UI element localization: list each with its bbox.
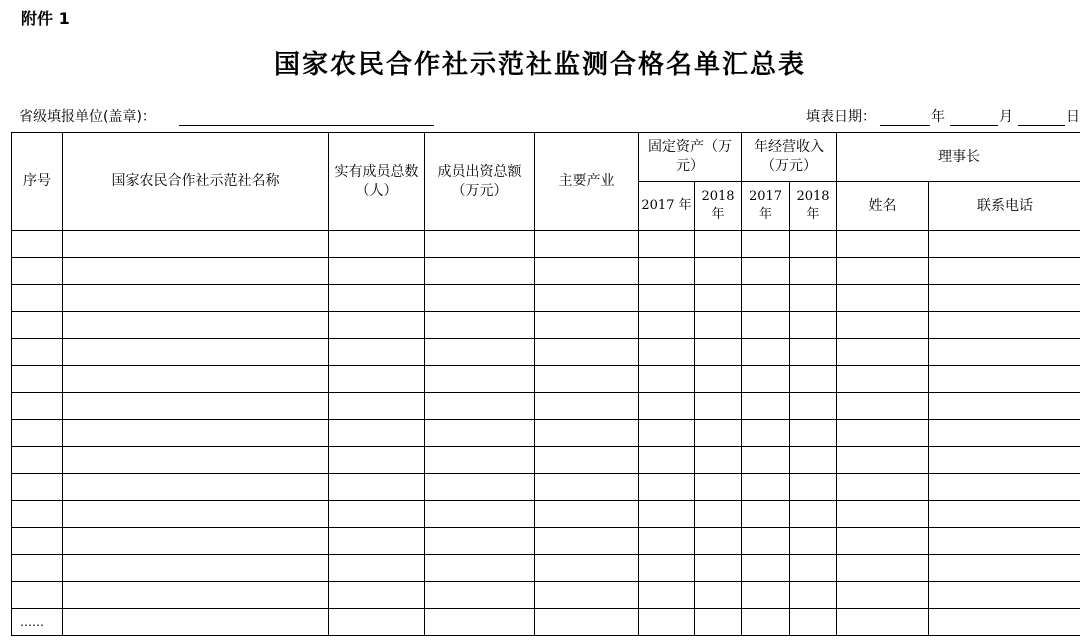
table-cell[interactable] [790,420,837,447]
table-cell[interactable] [695,555,742,582]
table-cell[interactable] [12,285,63,312]
table-cell[interactable] [742,447,790,474]
header-revenue: 年经营收入（万元） [742,133,837,182]
table-cell[interactable] [929,366,1080,393]
table-cell[interactable] [790,393,837,420]
table-cell[interactable] [790,582,837,609]
date-label: 填表日期： [806,109,876,125]
table-cell[interactable] [639,258,695,285]
table-cell[interactable] [63,555,329,582]
table-cell[interactable] [63,312,329,339]
table-cell[interactable] [695,582,742,609]
table-cell[interactable] [535,420,639,447]
page-title: 国家农民合作社示范社监测合格名单汇总表 [273,50,806,80]
table-row [12,474,1080,501]
table-cell[interactable] [639,339,695,366]
table-cell[interactable] [742,474,790,501]
header-fixed-assets: 固定资产（万元） [639,133,742,182]
table-cell[interactable] [63,339,329,366]
table-cell[interactable] [695,420,742,447]
unit-blank[interactable] [179,125,434,126]
table-cell[interactable] [535,501,639,528]
table-cell[interactable] [12,582,63,609]
header-industry: 主要产业 [535,133,639,231]
table-cell[interactable] [929,474,1080,501]
table-cell[interactable] [790,366,837,393]
day-blank[interactable] [1018,125,1065,126]
table-cell[interactable] [837,339,929,366]
table-cell[interactable] [329,609,425,636]
table-cell[interactable] [329,339,425,366]
table-cell[interactable] [695,447,742,474]
header-members: 实有成员总数（人） [329,133,425,231]
table-cell[interactable] [929,258,1080,285]
table-cell[interactable] [837,528,929,555]
table-cell[interactable] [790,474,837,501]
table-cell[interactable] [695,609,742,636]
table-cell[interactable] [425,312,535,339]
table-cell[interactable] [12,312,63,339]
summary-table [11,132,1080,636]
table-row [12,258,1080,285]
table-cell[interactable] [12,420,63,447]
table-cell[interactable] [639,555,695,582]
table-cell[interactable] [425,393,535,420]
table-cell[interactable] [742,528,790,555]
table-cell[interactable] [695,285,742,312]
table-cell[interactable] [63,528,329,555]
table-cell[interactable]: …… [12,609,63,636]
table-row [12,285,1080,312]
table-cell[interactable] [742,339,790,366]
table-cell[interactable] [790,528,837,555]
table-cell[interactable] [535,609,639,636]
table-cell[interactable] [790,447,837,474]
table-cell[interactable] [535,447,639,474]
table-cell[interactable] [742,231,790,258]
table-cell[interactable] [639,501,695,528]
table-cell[interactable] [742,366,790,393]
table-cell[interactable] [837,582,929,609]
table-cell[interactable] [12,528,63,555]
table-cell[interactable] [425,285,535,312]
header-revenue-2018: 2018 年 [790,182,837,231]
table-cell[interactable] [63,582,329,609]
table-cell[interactable] [63,285,329,312]
table-cell[interactable] [837,555,929,582]
table-cell[interactable] [695,393,742,420]
table-cell[interactable] [329,474,425,501]
table-cell[interactable] [695,366,742,393]
header-fixed-assets-2018: 2018 年 [695,182,742,231]
unit-label: 省级填报单位(盖章)： [19,109,156,125]
table-cell[interactable] [790,285,837,312]
attachment-label: 附件 1 [21,9,70,28]
fill-in-row [0,106,1080,128]
table-cell[interactable] [535,582,639,609]
table-cell[interactable] [63,447,329,474]
table-cell[interactable] [425,582,535,609]
table-cell[interactable] [63,420,329,447]
table-cell[interactable] [837,501,929,528]
header-fixed-assets-2017: 2017 年 [639,182,695,231]
table-cell[interactable] [790,231,837,258]
table-cell[interactable] [695,258,742,285]
table-cell[interactable] [837,393,929,420]
table-cell[interactable] [695,528,742,555]
table-cell[interactable] [742,609,790,636]
table-cell[interactable] [790,555,837,582]
table-row [12,501,1080,528]
table-cell[interactable] [63,501,329,528]
table-row [12,555,1080,582]
table-cell[interactable] [425,231,535,258]
year-label: 年 [931,109,945,125]
table-cell[interactable] [63,474,329,501]
table-cell[interactable] [535,312,639,339]
table-cell[interactable] [12,474,63,501]
table-cell[interactable] [639,285,695,312]
table-cell[interactable] [425,339,535,366]
table-cell[interactable] [695,312,742,339]
table-cell[interactable] [837,366,929,393]
table-cell[interactable] [742,312,790,339]
table-cell[interactable] [12,231,63,258]
table-cell[interactable] [63,609,329,636]
table-cell[interactable] [329,501,425,528]
table-cell[interactable] [63,393,329,420]
table-cell[interactable] [742,555,790,582]
table-cell[interactable] [837,312,929,339]
table-cell[interactable] [535,258,639,285]
table-cell[interactable] [535,285,639,312]
day-label: 日 [1066,109,1080,125]
table-row [12,366,1080,393]
table-row [12,447,1080,474]
table-cell[interactable] [639,312,695,339]
table-body [12,231,1080,636]
table-cell[interactable] [790,258,837,285]
table-cell[interactable] [425,366,535,393]
header-revenue-2017: 2017 年 [742,182,790,231]
table-cell[interactable] [929,582,1080,609]
table-cell[interactable] [535,528,639,555]
table-cell[interactable] [63,366,329,393]
ellipsis-row [12,609,1080,636]
month-blank[interactable] [950,125,998,126]
table-cell[interactable] [535,474,639,501]
table-cell[interactable] [837,474,929,501]
table-cell[interactable] [535,366,639,393]
table-row [12,231,1080,258]
table-cell[interactable] [535,393,639,420]
table-cell[interactable] [329,555,425,582]
table-row [12,393,1080,420]
table-cell[interactable] [12,258,63,285]
table-cell[interactable] [929,501,1080,528]
table-row [12,420,1080,447]
table-cell[interactable] [535,339,639,366]
table-cell[interactable] [929,420,1080,447]
table-row [12,528,1080,555]
table-cell[interactable] [742,393,790,420]
table-cell[interactable] [12,447,63,474]
header-name: 国家农民合作社示范社名称 [63,133,329,231]
table-cell[interactable] [790,339,837,366]
table-row [12,312,1080,339]
table-cell[interactable] [425,447,535,474]
table-cell[interactable] [425,501,535,528]
table-cell[interactable] [837,609,929,636]
month-label: 月 [999,109,1013,125]
table-cell[interactable] [12,339,63,366]
table-cell[interactable] [639,393,695,420]
table-cell[interactable] [929,231,1080,258]
table-row [12,582,1080,609]
header-row-1 [12,133,1080,182]
table-cell[interactable] [790,312,837,339]
header-investment: 成员出资总额（万元） [425,133,535,231]
table-cell[interactable] [63,231,329,258]
table-cell[interactable] [329,366,425,393]
table-cell[interactable] [12,555,63,582]
table-cell[interactable] [63,258,329,285]
header-seq: 序号 [12,133,63,231]
table-cell[interactable] [837,231,929,258]
table-cell[interactable] [837,447,929,474]
table-cell[interactable] [837,420,929,447]
table-cell[interactable] [695,231,742,258]
table-cell[interactable] [742,582,790,609]
table-cell[interactable] [425,555,535,582]
table-cell[interactable] [695,474,742,501]
table-cell[interactable] [639,609,695,636]
table-cell[interactable] [329,285,425,312]
table-cell[interactable] [329,231,425,258]
year-blank[interactable] [880,125,930,126]
table-cell[interactable] [742,501,790,528]
table-cell[interactable] [425,528,535,555]
table-cell[interactable] [837,258,929,285]
table-cell[interactable] [742,258,790,285]
table-cell[interactable] [329,312,425,339]
table-cell[interactable] [929,609,1080,636]
table-cell[interactable] [12,501,63,528]
table-row [12,339,1080,366]
table-cell[interactable] [12,393,63,420]
table-cell[interactable] [929,285,1080,312]
table-cell[interactable] [790,609,837,636]
table-cell[interactable] [929,339,1080,366]
table-cell[interactable] [639,231,695,258]
table-cell[interactable] [837,285,929,312]
table-cell[interactable] [929,312,1080,339]
table-cell[interactable] [929,393,1080,420]
header-chairman-name: 姓名 [837,182,929,231]
table-cell[interactable] [639,528,695,555]
table-cell[interactable] [12,366,63,393]
table-cell[interactable] [639,582,695,609]
table-cell[interactable] [639,420,695,447]
table-cell[interactable] [742,285,790,312]
table-cell[interactable] [535,555,639,582]
header-chairman-phone: 联系电话 [929,182,1080,231]
table-cell[interactable] [742,420,790,447]
table-cell[interactable] [535,231,639,258]
table-cell[interactable] [425,609,535,636]
table-cell[interactable] [425,474,535,501]
table-cell[interactable] [329,420,425,447]
table-cell[interactable] [695,339,742,366]
table-cell[interactable] [329,582,425,609]
table-cell[interactable] [639,366,695,393]
table-cell[interactable] [790,501,837,528]
table-cell[interactable] [639,447,695,474]
table-cell[interactable] [329,393,425,420]
table-cell[interactable] [329,528,425,555]
table-cell[interactable] [695,501,742,528]
table-cell[interactable] [929,555,1080,582]
table-cell[interactable] [929,447,1080,474]
header-chairman: 理事长 [837,133,1080,182]
table-cell[interactable] [929,528,1080,555]
table-cell[interactable] [329,447,425,474]
table-cell[interactable] [329,258,425,285]
table-cell[interactable] [425,258,535,285]
table-cell[interactable] [639,474,695,501]
table-cell[interactable] [425,420,535,447]
